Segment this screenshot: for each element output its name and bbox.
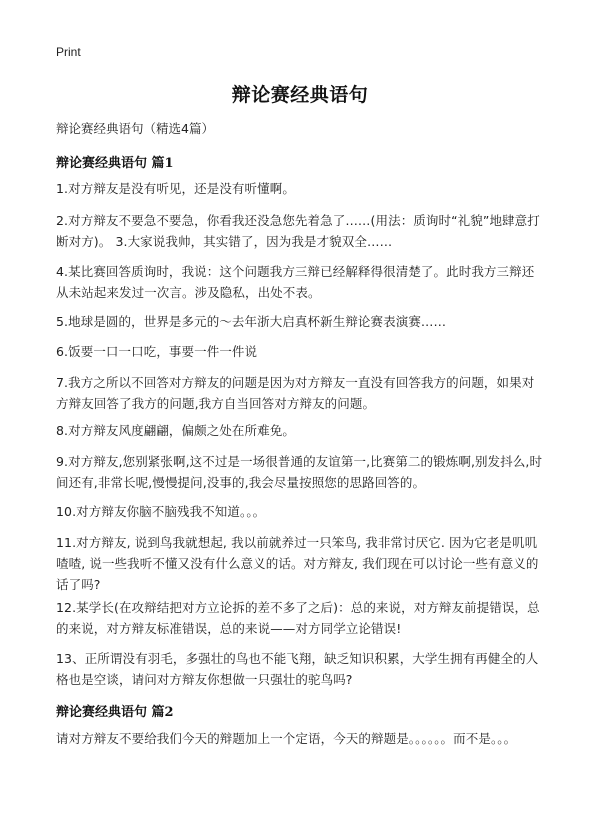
page-title: 辩论赛经典语句 [231,84,369,106]
paragraph: 2.对方辩友不要急不要急，你看我还没急您先着急了……(用法：质询时“礼貌”地肆意打断对方)。 3.大家说我帅，其实错了，因为我是才貌双全…… [56,213,540,249]
paragraph: 10.对方辩友你脑不脑残我不知道。。。 [56,504,266,519]
paragraph: 请对方辩友不要给我们今天的辩题加上一个定语，今天的辩题是。。。。。。而不是。。。 [56,731,517,746]
section-heading: 辩论赛经典语句 篇2 [56,705,174,720]
paragraph: 6.饭要一口一口吃，事要一件一件说 [56,344,258,359]
paragraph: 9.对方辩友,您别紧张啊,这不过是一场很普通的友谊第一,比赛第二的锻炼啊,别发抖么,时间还有,非常长呢,慢慢提问,没事的,我会尽量按照您的思路回答的。 [56,454,543,490]
paragraph: 1.对方辩友是没有听见，还是没有听懂啊。 [56,181,295,196]
print-link[interactable]: Print [56,45,81,59]
document-subtitle: 辩论赛经典语句（精选4篇） [56,121,214,136]
paragraph: 12.某学长(在攻辩结把对方立论拆的差不多了之后)：总的来说，对方辩友前提错误，总的来说，对方辩友标准错误，总的来说——对方同学立论错误! [56,600,540,636]
paragraph: 8.对方辩友风度翩翩，偏颇之处在所难免。 [56,423,295,438]
paragraph: 4.某比赛回答质询时，我说：这个问题我方三辩已经解释得很清楚了。此时我方三辩还从未站起来发过一次言。涉及隐私，出处不表。 [56,264,535,300]
paragraph: 11.对方辩友, 说到鸟我就想起, 我以前就养过一只笨鸟, 我非常讨厌它. 因为它老是叽叽喳喳, 说一些我听不懂又没有什么意义的话。对方辩友, 我们现在可以讨论一些有意义的话了吗? [56,535,539,592]
paragraph: 7.我方之所以不回答对方辩友的问题是因为对方辩友一直没有回答我方的问题，如果对方辩友回答了我方的问题,我方自当回答对方辩友的问题。 [56,375,535,411]
paragraph: 13、正所谓没有羽毛，多强壮的鸟也不能飞翔，缺乏知识积累，大学生拥有再健全的人格也是空谈，请问对方辩友你想做一只强壮的驼鸟吗? [56,651,539,687]
section-heading: 辩论赛经典语句 篇1 [56,156,174,171]
paragraph: 5.地球是圆的，世界是多元的～去年浙大启真杯新生辩论赛表演赛…… [56,314,447,329]
